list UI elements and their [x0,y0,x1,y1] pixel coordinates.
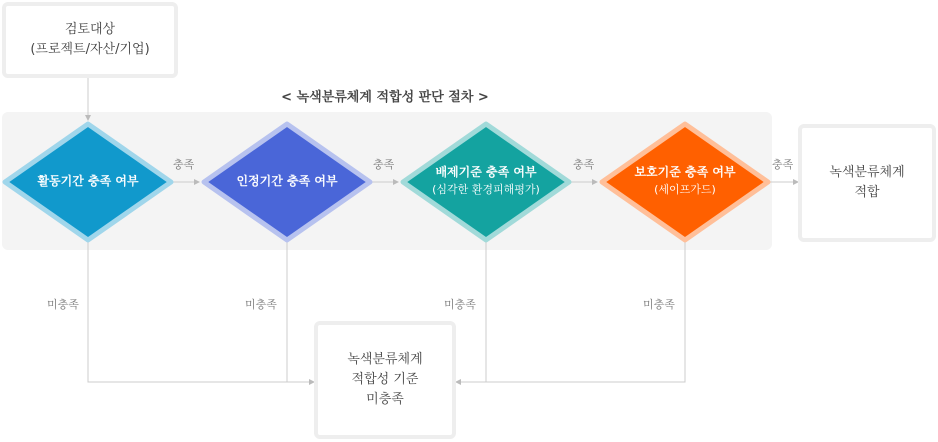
result-pass-line1: 녹색분류체계 [829,165,905,180]
step-3-label [406,164,566,198]
step-1-label [8,173,168,190]
pass-label-3: 충족 [573,158,595,171]
pass-label-1: 충족 [173,158,195,171]
pass-label-4: 충족 [772,158,794,171]
fail-label-4: 미충족 [643,298,675,311]
result-fail-box [314,321,456,439]
result-pass-box [798,124,936,242]
step-4-label [605,164,765,198]
step-3-title: 배제기준 충족 여부 [435,165,537,179]
start-box-line1: 검토대상 [64,22,116,37]
step-1-title: 활동기간 충족 여부 [37,174,139,188]
fail-label-3: 미충족 [444,298,476,311]
step-2-label [207,173,367,190]
result-pass-line2: 적합 [854,185,880,200]
connector-fail-3 [456,242,486,382]
connector-fail-4 [486,242,685,382]
step-4-subtitle: (세이프가드) [654,183,716,196]
connector-fail-1 [88,242,314,382]
pass-label-2: 충족 [373,158,395,171]
fail-label-2: 미충족 [245,298,277,311]
fail-label-1: 미충족 [47,298,79,311]
diagram-title: < 녹색분류체계 적합성 판단 절차 > [281,90,489,105]
result-fail-line2: 적합성 기준 [351,372,419,387]
start-box-line2: (프로젝트/자산/기업) [30,42,150,57]
step-2-title: 인정기간 충족 여부 [236,174,338,188]
step-4-title: 보호기준 충족 여부 [634,165,736,179]
result-fail-line1: 녹색분류체계 [347,352,423,367]
step-3-subtitle: (심각한 환경피해평가) [432,183,540,196]
result-fail-line3: 미충족 [366,392,404,407]
